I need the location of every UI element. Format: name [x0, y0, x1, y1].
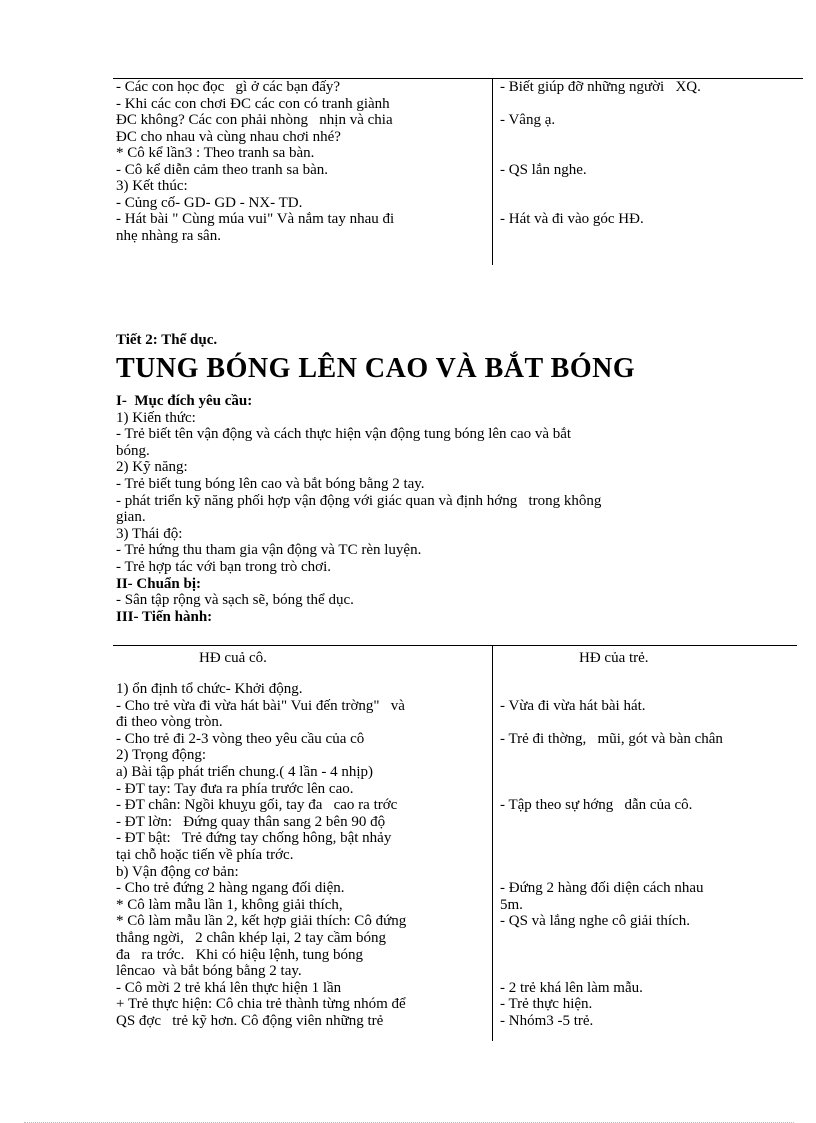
text-line: - Khi các con chơi ĐC các con có tranh giành [116, 95, 390, 112]
text-line: ĐC cho nhau và cùng nhau chơi nhé? [116, 128, 341, 145]
activity-table-bottom [113, 645, 797, 1041]
text-line: - Cho trẻ vừa đi vừa hát bài" Vui đến trờng" và [116, 697, 405, 714]
section-heading: II- Chuẩn bị: [116, 575, 202, 592]
text-line: - Cô kể diễn cảm theo tranh sa bàn. [116, 161, 329, 178]
text-line [500, 681, 796, 698]
text-line: - Trẻ thực hiện. [500, 996, 593, 1013]
text-line: + Trẻ thực hiện: Cô chia trẻ thành từng nhóm để [116, 996, 406, 1013]
text-line: - QS và lắng nghe cô giải thích. [500, 913, 690, 930]
teacher-activity-column [116, 681, 488, 1029]
text-line: * Cô làm mẫu lần 1, không giải thích, [116, 896, 343, 913]
text-line: - Trẻ biết tên vận động và cách thực hiện vận động tung bóng lên cao và bắt [116, 426, 572, 443]
text-line: - Cho trẻ đứng 2 hàng ngang đối diện. [116, 880, 345, 897]
text-line: đa ra trớc. Khi có hiệu lệnh, tung bóng [116, 946, 364, 963]
text-line: - Trẻ hợp tác với bạn trong trò chơi. [116, 558, 332, 575]
text-line [500, 129, 800, 146]
page-title: TUNG BÓNG LÊN CAO VÀ BẮT BÓNG [116, 353, 636, 384]
text-line [500, 930, 796, 947]
text-line: - ĐT chân: Ngồi khuỵu gối, tay đa cao ra trớc [116, 797, 398, 814]
child-activity-column [500, 79, 800, 244]
text-line: * Cô làm mẫu lần 2, kết hợp giải thích: Cô đứng [116, 913, 407, 930]
text-line: - 2 trẻ khá lên làm mẫu. [500, 979, 643, 996]
text-line [500, 764, 796, 781]
text-line: thẳng ngời, 2 chân khép lại, 2 tay cầm bóng [116, 929, 386, 946]
section-heading: I- Mục đích yêu cầu: [116, 393, 253, 409]
text-line: - ĐT lờn: Đứng quay thân sang 2 bên 90 độ [116, 813, 386, 830]
lesson-objectives [116, 393, 756, 625]
text-line: - Nhóm3 -5 trẻ. [500, 1012, 594, 1029]
text-line: - Hát bài " Cùng múa vui" Và nắm tay nhau đi [116, 211, 395, 227]
teacher-activity-column [116, 79, 486, 244]
text-line [500, 96, 800, 113]
text-line: - ĐT bật: Trẻ đứng tay chống hông, bật nhảy [116, 830, 392, 847]
text-line: lêncao và bắt bóng bằng 2 tay. [116, 963, 302, 980]
text-line [500, 847, 796, 864]
text-line: - QS lắn nghe. [500, 161, 587, 178]
text-line: 1) ổn định tổ chức- Khởi động. [116, 681, 303, 697]
lesson-label: Tiết 2: Thể dục. [116, 332, 218, 348]
text-line: - Trẻ biết tung bóng lên cao và bắt bóng bằng 2 tay. [116, 475, 425, 492]
text-line: 3) Kết thúc: [116, 178, 188, 194]
text-line: - Vâng ạ. [500, 112, 556, 128]
text-line: - Vừa đi vừa hát bài hát. [500, 697, 646, 714]
text-line [500, 947, 796, 964]
text-line: * Cô kể lần3 : Theo tranh sa bàn. [116, 145, 315, 161]
child-activity-column [500, 681, 796, 1029]
text-line: - Các con học đọc gì ở các bạn đấy? [116, 79, 341, 95]
text-line: - Đứng 2 hàng đối diện cách nhau [500, 880, 704, 897]
text-line: đi theo vòng tròn. [116, 714, 223, 731]
text-line: QS đợc trẻ kỹ hơn. Cô động viên những trẻ [116, 1012, 384, 1029]
text-line: a) Bài tập phát triển chung.( 4 lần - 4 nhịp) [116, 763, 374, 780]
text-line: bóng. [116, 442, 150, 459]
text-line: 2) Trọng động: [116, 747, 207, 764]
text-line [500, 714, 796, 731]
text-line: 1) Kiến thức: [116, 409, 196, 426]
text-line: - Củng cố- GD- GD - NX- TD. [116, 194, 303, 211]
text-line [500, 814, 796, 831]
text-line: 3) Thái độ: [116, 525, 183, 542]
column-header-teacher: HĐ cuả cô. [199, 650, 267, 666]
text-line: tại chỗ hoặc tiến về phía trớc. [116, 846, 294, 863]
text-line [500, 963, 796, 980]
text-line: - Cô mời 2 trẻ khá lên thực hiện 1 lần [116, 979, 342, 996]
text-line [500, 747, 796, 764]
text-line: - ĐT tay: Tay đưa ra phía trước lên cao. [116, 780, 354, 797]
text-line [500, 178, 800, 195]
text-line [500, 830, 796, 847]
text-line: ĐC không? Các con phải nhòng nhịn và chia [116, 112, 393, 128]
text-line: - Cho trẻ đi 2-3 vòng theo yêu cầu của cô [116, 730, 365, 747]
text-line [500, 781, 796, 798]
text-line: 2) Kỹ năng: [116, 459, 188, 476]
text-line: b) Vận động cơ bản: [116, 863, 239, 880]
text-line [500, 195, 800, 212]
table-divider [492, 646, 493, 1041]
section-heading: III- Tiến hành: [116, 608, 213, 625]
text-line: - Tập theo sự hớng dẫn của cô. [500, 797, 693, 814]
text-line [500, 145, 800, 162]
table-divider [492, 79, 493, 265]
text-line: - phát triển kỹ năng phối hợp vận động với giác quan và định hớng trong không [116, 492, 602, 509]
text-line [500, 228, 800, 245]
text-line: - Hát và đi vào góc HĐ. [500, 211, 644, 227]
text-line: - Biết giúp đỡ những người XQ. [500, 79, 701, 95]
text-line: 5m. [500, 896, 523, 913]
activity-table-top [113, 78, 803, 265]
text-line [500, 864, 796, 881]
text-line: gian. [116, 509, 146, 526]
text-line: - Trẻ hứng thu tham gia vận động và TC rèn luyện. [116, 542, 422, 559]
text-line: - Sân tập rộng và sạch sẽ, bóng thể dục. [116, 592, 354, 609]
column-header-child: HĐ của trẻ. [579, 650, 649, 666]
text-line: - Trẻ đi thờng, mũi, gót và bàn chân [500, 730, 723, 747]
text-line: nhẹ nhàng ra sân. [116, 227, 221, 244]
